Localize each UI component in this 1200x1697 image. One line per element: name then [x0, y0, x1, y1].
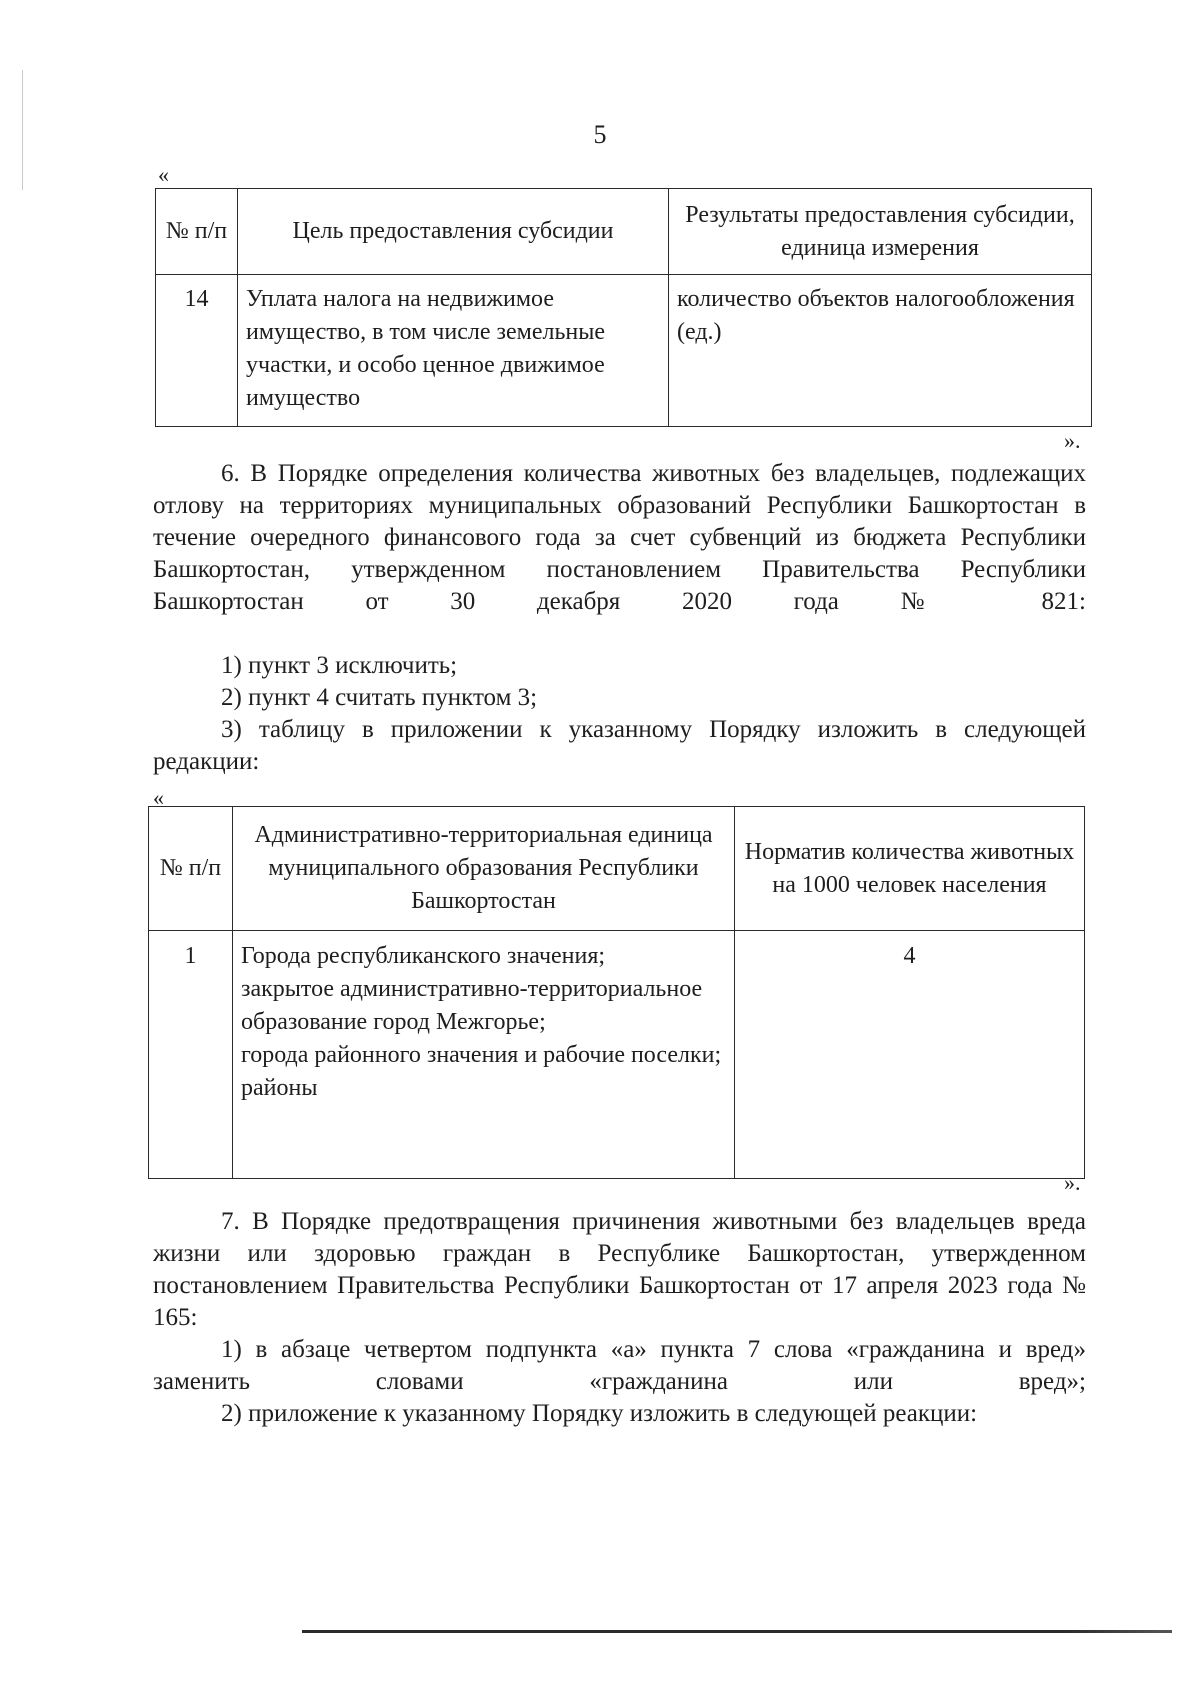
- row-norm-value: 4: [735, 931, 1085, 1179]
- closing-quote: ».: [1064, 428, 1081, 453]
- row-number: 14: [156, 275, 238, 427]
- header-norm: Норматив количества животных на 1000 человек населения: [735, 807, 1085, 931]
- unit-line: закрытое административно-территориальное образование город Межгорье;: [241, 976, 703, 1035]
- header-territorial-unit: Административно-территориальная единица муниципального образования Республики Башкортостан: [233, 807, 735, 931]
- page-number: 5: [593, 120, 607, 149]
- opening-quote: «: [153, 785, 164, 810]
- table-header-row: [156, 189, 1092, 275]
- row-territorial-units: [233, 931, 735, 1179]
- section-7-item-2: 2) приложение к указанному Порядку изложить в следующей реакции:: [221, 1400, 978, 1427]
- unit-line: города районного значения и рабочие поселки;: [241, 1042, 722, 1068]
- header-subsidy-results: Результаты предоставления субсидии, единица измерения: [669, 189, 1092, 275]
- unit-line: районы: [241, 1075, 318, 1101]
- row-result: количество объектов налогообложения (ед.): [669, 275, 1092, 427]
- section-6-item-3: 3) таблицу в приложении к указанному Порядку изложить в следующей редакции:: [153, 716, 1086, 775]
- subsidy-table: [155, 188, 1092, 427]
- animals-norm-table: [148, 806, 1085, 1179]
- bottom-rule: [302, 1630, 1172, 1633]
- header-subsidy-goal: Цель предоставления субсидии: [238, 189, 669, 275]
- section-7-item-1: 1) в абзаце четвертом подпункта «а» пункта 7 слова «гражданина и вред» заменить словами «гражданина или вред»;: [153, 1336, 1086, 1395]
- table-header-row: [149, 807, 1085, 931]
- section-6-item-2: 2) пункт 4 считать пунктом 3;: [221, 684, 538, 711]
- row-goal: Уплата налога на недвижимое имущество, в том числе земельные участки, и особо ценное движимое имущество: [238, 275, 669, 427]
- header-number: № п/п: [156, 189, 238, 275]
- opening-quote: «: [158, 162, 169, 187]
- row-number: 1: [149, 931, 233, 1179]
- section-7-intro: 7. В Порядке предотвращения причинения животными без владельцев вреда жизни или здоровью граждан в Республике Башкортостан, утвержденном постановлением Правительства Республики Башкортостан от 17 апреля 2023 года № 165:: [153, 1208, 1086, 1331]
- section-6-item-1: 1) пункт 3 исключить;: [221, 652, 458, 679]
- unit-line: Города республиканского значения;: [241, 943, 606, 969]
- header-number: № п/п: [149, 807, 233, 931]
- table-row: [156, 275, 1092, 427]
- table-row: [149, 931, 1085, 1179]
- section-6-intro: 6. В Порядке определения количества животных без владельцев, подлежащих отлову на территориях муниципальных образований Республики Башкортостан в течение очередного финансового года за счет субвенций из бюджета Республики Башкортостан, утвержденном постановлением Правительства Республики Башкортостан от 30 декабря 2020 года № 821:: [153, 460, 1086, 615]
- closing-quote: ».: [1064, 1170, 1081, 1195]
